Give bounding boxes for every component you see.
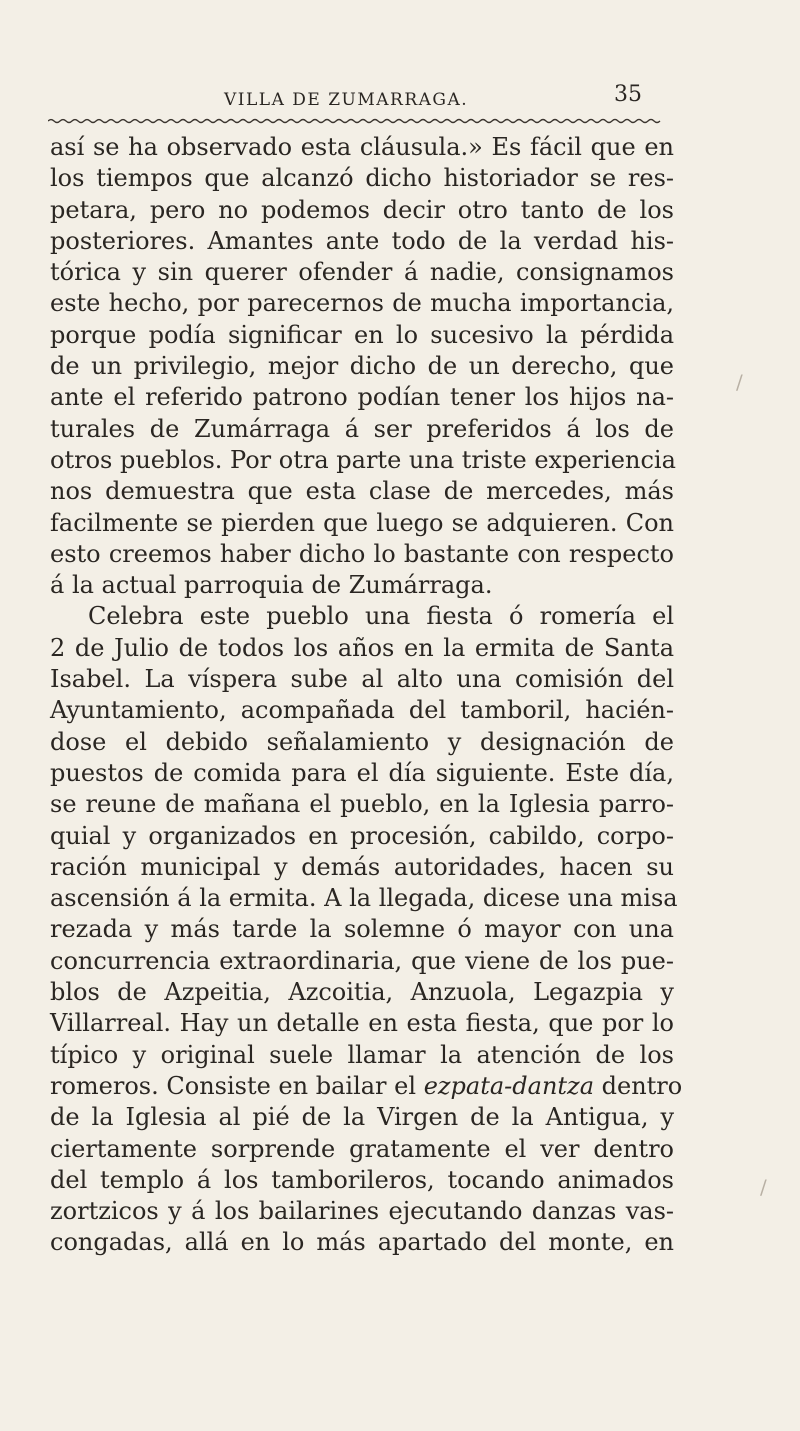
text-line: quial y organizados en procesión, cabildo, corpo- bbox=[50, 821, 674, 850]
text-line: posteriores. Amantes ante todo de la verdad his- bbox=[50, 226, 674, 255]
margin-mark: / bbox=[760, 1175, 767, 1199]
text-line: congadas, allá en lo más apartado del monte, en bbox=[50, 1228, 674, 1257]
text-line: ascensión á la ermita. A la llegada, dicese una misa bbox=[50, 884, 678, 913]
text-line: Isabel. La víspera sube al alto una comisión del bbox=[50, 665, 674, 694]
text-line: concurrencia extraordinaria, que viene de los pue- bbox=[50, 946, 674, 975]
text-line: puestos de comida para el día siguiente. Este día, bbox=[50, 758, 674, 787]
line-end: dentro bbox=[601, 1071, 683, 1100]
header-wavy-rule bbox=[48, 118, 664, 124]
text-line: de la Iglesia al pié de la Virgen de la Antigua, y bbox=[50, 1103, 674, 1132]
body-text bbox=[50, 132, 683, 1259]
text-line: porque podía significar en lo sucesivo la pérdida bbox=[50, 320, 674, 349]
text-line: dose el debido señalamiento y designación de bbox=[50, 727, 674, 756]
text-line: los tiempos que alcanzó dicho historiador se res- bbox=[50, 164, 674, 193]
text-line: ciertamente sorprende gratamente el ver dentro bbox=[50, 1134, 674, 1163]
text-line: Ayuntamiento, acompañada del tamboril, hacién- bbox=[50, 696, 674, 725]
italic-term: ezpata-dantza bbox=[423, 1071, 594, 1100]
text-line: así se ha observado esta cláusula.» Es fácil que en bbox=[50, 133, 674, 161]
text-line: esto creemos haber dicho lo bastante con respecto bbox=[50, 539, 674, 568]
text-line: de un privilegio, mejor dicho de un derecho, que bbox=[50, 352, 674, 381]
text-line-with-italic-term bbox=[50, 1071, 683, 1102]
text-line: típico y original suele llamar la atención de los bbox=[50, 1040, 674, 1069]
text-line: ante el referido patrono podían tener los hijos na- bbox=[50, 383, 674, 412]
paragraph-first-line: Celebra este pueblo una fiesta ó romería el bbox=[88, 602, 674, 631]
text-line: este hecho, por parecernos de mucha importancia, bbox=[50, 289, 674, 318]
line-start: romeros. Consiste en bailar el bbox=[50, 1071, 417, 1100]
text-line: blos de Azpeitia, Azcoitia, Anzuola, Legazpia y bbox=[50, 978, 674, 1007]
text-line: rezada y más tarde la solemne ó mayor con una bbox=[50, 915, 674, 944]
page-number: 35 bbox=[614, 82, 642, 107]
text-line: facilmente se pierden que luego se adquieren. Con bbox=[50, 508, 674, 537]
text-line: turales de Zumárraga á ser preferidos á los de bbox=[50, 414, 674, 443]
text-line: del templo á los tamborileros, tocando animados bbox=[50, 1165, 674, 1194]
text-line: tórica y sin querer ofender á nadie, consignamos bbox=[50, 258, 674, 287]
text-line: á la actual parroquia de Zumárraga. bbox=[50, 571, 493, 600]
text-line: se reune de mañana el pueblo, en la Iglesia parro- bbox=[50, 790, 674, 819]
text-line: otros pueblos. Por otra parte una triste experiencia bbox=[50, 445, 676, 474]
text-line: ración municipal y demás autoridades, hacen su bbox=[50, 852, 674, 881]
text-line: petara, pero no podemos decir otro tanto de los bbox=[50, 195, 674, 224]
text-line: zortzicos y á los bailarines ejecutando danzas vas- bbox=[50, 1197, 674, 1226]
margin-mark: / bbox=[736, 370, 743, 394]
running-head: VILLA DE ZUMARRAGA. bbox=[224, 90, 469, 110]
text-line: Villarreal. Hay un detalle en esta fiesta, que por lo bbox=[50, 1009, 674, 1038]
page-header bbox=[48, 82, 668, 112]
text-line: nos demuestra que esta clase de mercedes, más bbox=[50, 477, 674, 506]
text-line: 2 de Julio de todos los años en la ermita de Santa bbox=[50, 633, 674, 662]
